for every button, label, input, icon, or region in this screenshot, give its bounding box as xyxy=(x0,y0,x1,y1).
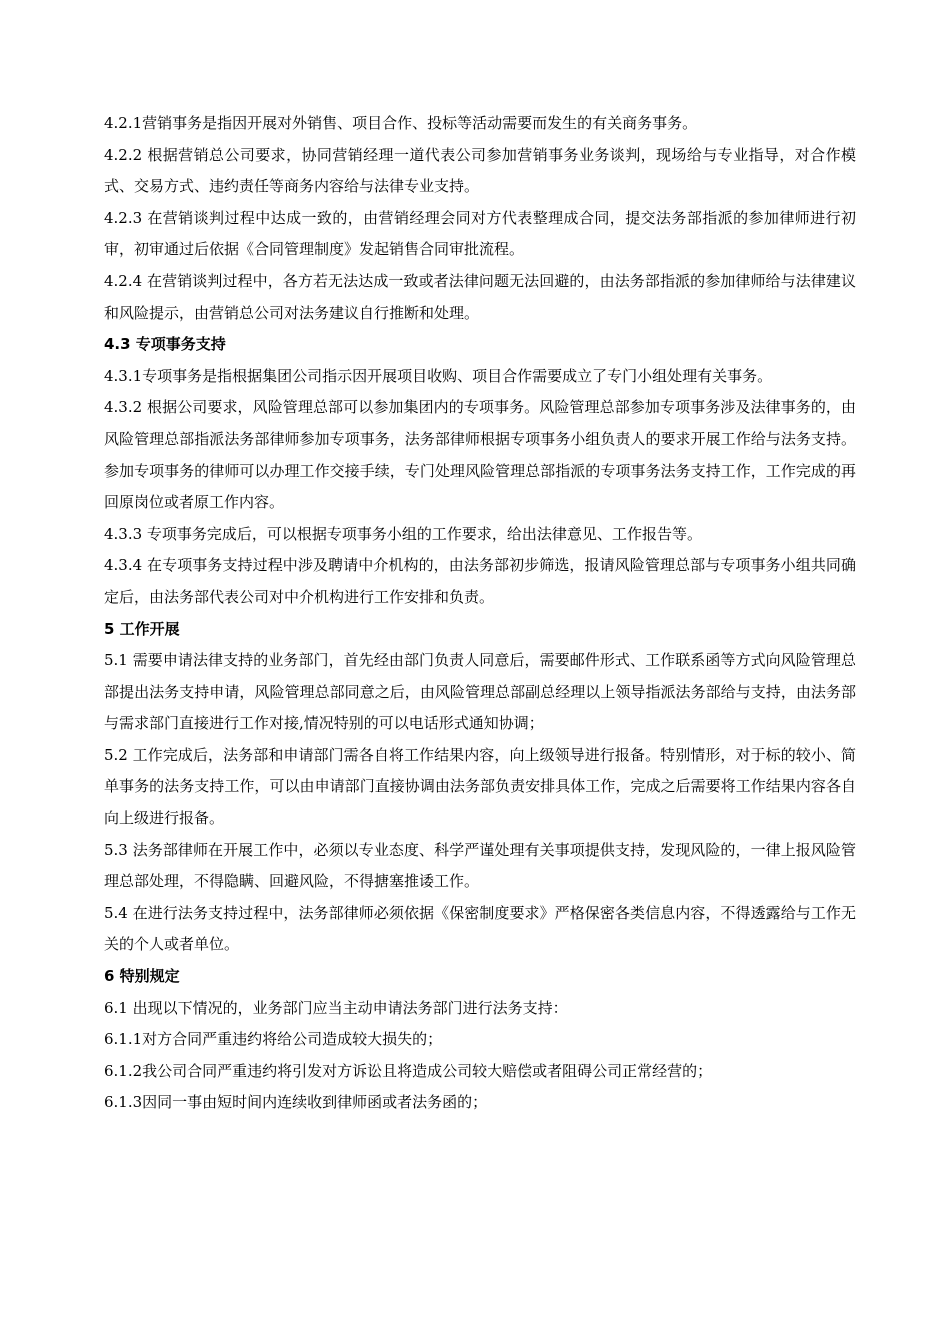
paragraph-4-2-2: 4.2.2 根据营销总公司要求，协同营销经理一道代表公司参加营销事务业务谈判，现场给与专业指导，对合作模式、交易方式、违约责任等商务内容给与法律专业支持。 xyxy=(104,145,856,196)
paragraph-4-2-1: 4.2.1营销事务是指因开展对外销售、项目合作、投标等活动需要而发生的有关商务事务。 xyxy=(104,114,698,132)
paragraph-4-3-4: 4.3.4 在专项事务支持过程中涉及聘请中介机构的，由法务部初步筛选，报请风险管理总部与专项事务小组共同确定后，由法务部代表公司对中介机构进行工作安排和负责。 xyxy=(104,556,856,606)
document-page xyxy=(104,108,856,1119)
paragraph-5-1: 5.1 需要申请法律支持的业务部门，首先经由部门负责人同意后，需要邮件形式、工作联系函等方式向风险管理总部提出法务支持申请，风险管理总部同意之后，由风险管理总部副总经理以上领导指派法务部给与支持，由法务部与需求部门直接进行工作对接,情况特别的可以电话形式通知协调； xyxy=(104,651,856,733)
section-heading-5: 5 工作开展 xyxy=(104,619,180,638)
paragraph-4-3-1: 4.3.1专项事务是指根据集团公司指示因开展项目收购、项目合作需要成立了专门小组处理有关事务。 xyxy=(104,366,773,385)
paragraph-5-3: 5.3 法务部律师在开展工作中，必须以专业态度、科学严谨处理有关事项提供支持，发现风险的，一律上报风险管理总部处理，不得隐瞒、回避风险，不得搪塞推诿工作。 xyxy=(104,840,856,891)
paragraph-4-3-3: 4.3.3 专项事务完成后，可以根据专项事务小组的工作要求，给出法律意见、工作报告等。 xyxy=(104,524,702,543)
paragraph-6-1-1: 6.1.1对方合同严重违约将给公司造成较大损失的； xyxy=(104,1030,443,1049)
paragraph-5-2: 5.2 工作完成后，法务部和申请部门需各自将工作结果内容，向上级领导进行报备。特别情形，对于标的较小、简单事务的法务支持工作，可以由申请部门直接协调由法务部负责安排具体工作，完成之后需要将工作结果内容各自向上级进行报备。 xyxy=(104,745,856,828)
paragraph-6-1-3: 6.1.3因同一事由短时间内连续收到律师函或者法务函的； xyxy=(104,1093,488,1112)
paragraph-4-3-2: 4.3.2 根据公司要求，风险管理总部可以参加集团内的专项事务。风险管理总部参加专项事务涉及法律事务的，由风险管理总部指派法务部律师参加专项事务，法务部律师根据专项事务小组负责人的要求开展工作给与法务支持。参加专项事务的律师可以办理工作交接手续，专门处理风险管理总部指派的专项事务法务支持工作，工作完成的再回原岗位或者原工作内容。 xyxy=(104,398,856,512)
paragraph-5-4: 5.4 在进行法务支持过程中，法务部律师必须依据《保密制度要求》严格保密各类信息内容，不得透露给与工作无关的个人或者单位。 xyxy=(104,903,856,954)
section-heading-4-3: 4.3 专项事务支持 xyxy=(104,335,226,354)
paragraph-6-1: 6.1 出现以下情况的，业务部门应当主动申请法务部门进行法务支持： xyxy=(104,998,568,1017)
paragraph-6-1-2: 6.1.2我公司合同严重违约将引发对方诉讼且将造成公司较大赔偿或者阻碍公司正常经营的； xyxy=(104,1061,713,1080)
section-heading-6: 6 特别规定 xyxy=(104,967,180,986)
paragraph-4-2-4: 4.2.4 在营销谈判过程中，各方若无法达成一致或者法律问题无法回避的，由法务部指派的参加律师给与法律建议和风险提示，由营销总公司对法务建议自行推断和处理。 xyxy=(104,271,856,322)
paragraph-4-2-3: 4.2.3 在营销谈判过程中达成一致的，由营销经理会同对方代表整理成合同，提交法务部指派的参加律师进行初审，初审通过后依据《合同管理制度》发起销售合同审批流程。 xyxy=(104,208,856,259)
